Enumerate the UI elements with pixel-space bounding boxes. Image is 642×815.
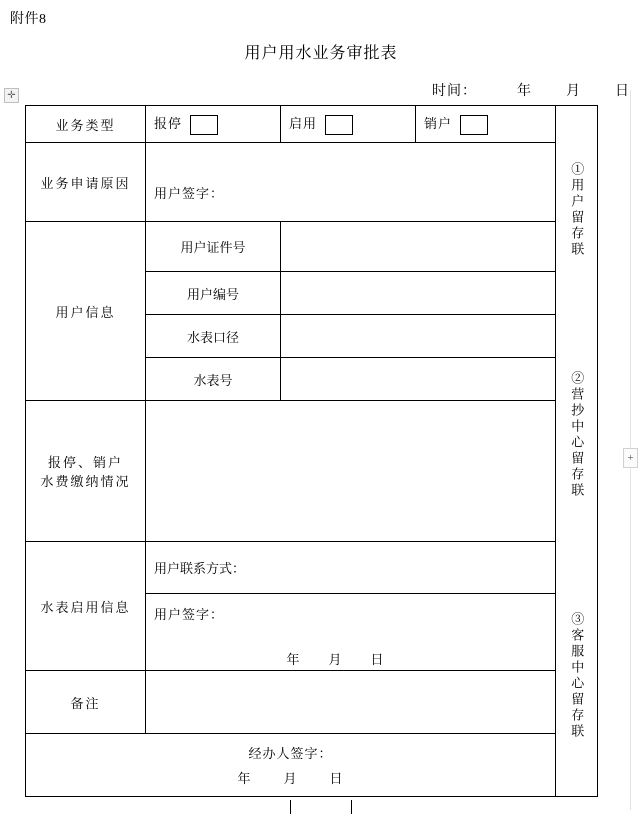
date-day-unit: 日 <box>615 84 630 99</box>
remark-value[interactable] <box>146 671 556 734</box>
user-info-field-value-2[interactable] <box>281 315 556 358</box>
handler-label: 经办人签字： <box>248 746 333 761</box>
handler-date-line <box>26 762 555 795</box>
business-type-option-baoting[interactable] <box>146 106 281 143</box>
option-label-qiyong: 启用 <box>289 115 318 131</box>
activation-date-day: 日 <box>370 652 385 667</box>
approval-form-table <box>25 105 598 797</box>
user-info-field-value-3[interactable] <box>281 358 556 401</box>
table-row-user-cert <box>26 222 598 272</box>
activation-signature-line: 用户签字： <box>154 607 225 622</box>
remark-label: 备注 <box>26 671 146 734</box>
copy-text-3: 客服中心留存联 <box>569 627 585 740</box>
date-label: 时间： <box>432 84 477 99</box>
user-info-field-name-1: 用户编号 <box>146 272 281 315</box>
date-month-unit: 月 <box>566 84 581 99</box>
checkbox-baoting[interactable] <box>190 115 218 135</box>
user-info-label: 用户信息 <box>26 222 146 401</box>
copies-column <box>556 106 598 797</box>
handler-date-year: 年 <box>237 771 252 786</box>
expand-handle-icon[interactable]: + <box>623 448 638 468</box>
activation-contact-line[interactable]: 用户联系方式： <box>146 542 556 594</box>
date-line <box>432 80 630 100</box>
handler-cell[interactable] <box>26 734 556 797</box>
attachment-label: 附件8 <box>10 12 47 27</box>
business-type-label: 业务类型 <box>26 106 146 143</box>
table-row-payment <box>26 401 598 542</box>
table-row-handler <box>26 734 598 797</box>
table-row-reason <box>26 143 598 222</box>
copy-index-1: ① <box>569 162 585 179</box>
copy-index-3: ③ <box>569 611 585 628</box>
table-row-business-type <box>26 106 598 143</box>
handler-date-day: 日 <box>329 771 344 786</box>
payment-label-line2: 水费缴纳情况 <box>40 474 131 489</box>
activation-date-line <box>146 631 555 668</box>
move-handle-icon[interactable]: ✛ <box>4 88 19 103</box>
handler-date-month: 月 <box>283 771 298 786</box>
table-row-remark <box>26 671 598 734</box>
payment-label <box>26 401 146 542</box>
user-info-field-value-1[interactable] <box>281 272 556 315</box>
page-bottom-continuation <box>290 800 352 814</box>
activation-signature-cell[interactable] <box>146 594 556 671</box>
table-row-activation-contact <box>26 542 598 594</box>
payment-label-line1: 报停、销户 <box>47 455 123 470</box>
date-year-unit: 年 <box>517 84 532 99</box>
copy-text-1: 用户留存联 <box>569 178 585 259</box>
payment-value[interactable] <box>146 401 556 542</box>
user-info-field-value-0[interactable] <box>281 222 556 272</box>
copy-index-2: ② <box>569 370 585 387</box>
user-info-field-name-3: 水表号 <box>146 358 281 401</box>
option-label-baoting: 报停 <box>154 115 183 131</box>
reason-label: 业务申请原因 <box>26 143 146 222</box>
reason-signature-line: 用户签字： <box>154 185 225 201</box>
activation-label: 水表启用信息 <box>26 542 146 671</box>
option-label-xiaohu: 销户 <box>424 115 453 131</box>
copy-item-3 <box>569 612 585 740</box>
business-type-option-qiyong[interactable] <box>281 106 416 143</box>
copy-item-1 <box>569 162 585 258</box>
reason-value[interactable] <box>146 143 556 222</box>
activation-date-year: 年 <box>286 652 301 667</box>
copy-text-2: 营抄中心留存联 <box>569 386 585 499</box>
business-type-option-xiaohu[interactable] <box>416 106 556 143</box>
checkbox-qiyong[interactable] <box>325 115 353 135</box>
user-info-field-name-2: 水表口径 <box>146 315 281 358</box>
user-info-field-name-0: 用户证件号 <box>146 222 281 272</box>
page-title: 用户用水业务审批表 <box>244 45 398 62</box>
copy-item-2 <box>569 371 585 499</box>
activation-date-month: 月 <box>328 652 343 667</box>
checkbox-xiaohu[interactable] <box>460 115 488 135</box>
